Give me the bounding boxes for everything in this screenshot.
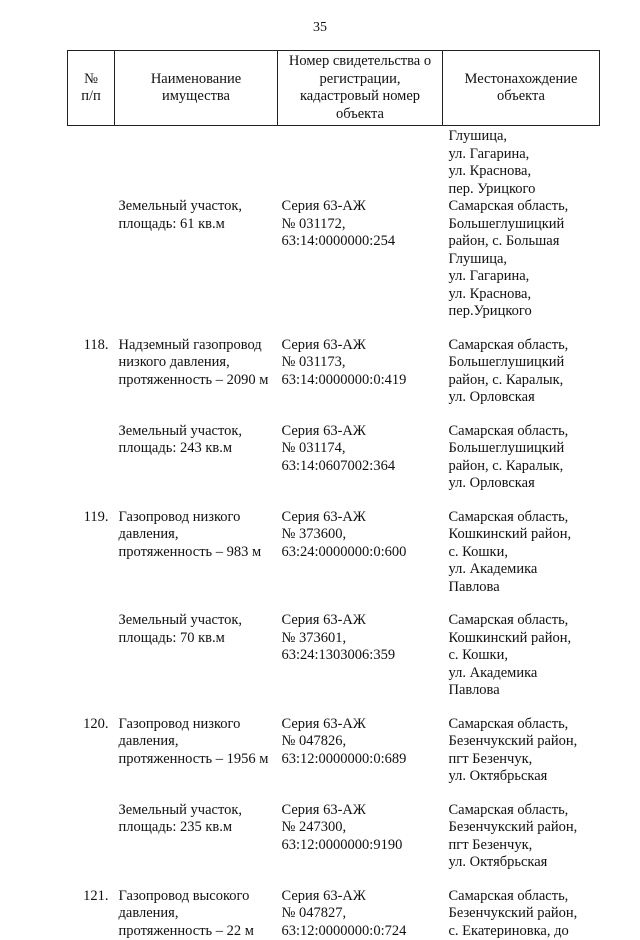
row-location: Глушица, ул. Гагарина, ул. Краснова, пер. Урицкого: [443, 126, 600, 199]
row-location: Самарская область, Безенчукский район, с. Екатериновка, до: [443, 872, 600, 940]
table-row: [68, 786, 600, 872]
row-registration: Серия 63-АЖ № 047826, 63:12:0000000:0:689: [278, 700, 443, 786]
row-registration: Серия 63-АЖ № 247300, 63:12:0000000:9190: [278, 786, 443, 872]
table-row: [68, 198, 600, 321]
row-number: 118.: [68, 321, 115, 407]
header-location: Местонахождение объекта: [443, 51, 600, 126]
row-number: [68, 596, 115, 700]
row-registration: Серия 63-АЖ № 031172, 63:14:0000000:254: [278, 198, 443, 321]
row-location: Самарская область, Большеглушицкий район, с. Каралык, ул. Орловская: [443, 407, 600, 493]
table-row: [68, 596, 600, 700]
table-row: [68, 872, 600, 940]
table-row: [68, 407, 600, 493]
row-location: Самарская область, Безенчукский район, пгт Безенчук, ул. Октябрьская: [443, 786, 600, 872]
row-number: [68, 126, 115, 199]
row-registration: Серия 63-АЖ № 031174, 63:14:0607002:364: [278, 407, 443, 493]
row-registration: Серия 63-АЖ № 031173, 63:14:0000000:0:419: [278, 321, 443, 407]
table-row: [68, 700, 600, 786]
row-number: [68, 786, 115, 872]
table-header-row: [68, 51, 600, 126]
row-location: Самарская область, Безенчукский район, пгт Безенчук, ул. Октябрьская: [443, 700, 600, 786]
row-location: Самарская область, Большеглушицкий район, с. Каралык, ул. Орловская: [443, 321, 600, 407]
header-registration-number: Номер свидетельства о регистрации, кадастровый номер объекта: [278, 51, 443, 126]
row-registration: Серия 63-АЖ № 373601, 63:24:1303006:359: [278, 596, 443, 700]
row-number: 119.: [68, 493, 115, 597]
row-property-name: Газопровод высокого давления, протяженность – 22 м: [115, 872, 278, 940]
row-registration: Серия 63-АЖ № 373600, 63:24:0000000:0:600: [278, 493, 443, 597]
header-property-name: Наименование имущества: [115, 51, 278, 126]
row-location: Самарская область, Кошкинский район, с. Кошки, ул. Академика Павлова: [443, 596, 600, 700]
row-property-name: Земельный участок, площадь: 61 кв.м: [115, 198, 278, 321]
page-number: 35: [0, 20, 640, 36]
header-number: № п/п: [68, 51, 115, 126]
row-property-name: Земельный участок, площадь: 243 кв.м: [115, 407, 278, 493]
row-number: [68, 407, 115, 493]
table-row: [68, 126, 600, 199]
row-property-name: Земельный участок, площадь: 235 кв.м: [115, 786, 278, 872]
row-location: Самарская область, Кошкинский район, с. Кошки, ул. Академика Павлова: [443, 493, 600, 597]
row-property-name: Надземный газопровод низкого давления, протяженность – 2090 м: [115, 321, 278, 407]
row-property-name: Земельный участок, площадь: 70 кв.м: [115, 596, 278, 700]
row-number: [68, 198, 115, 321]
row-registration: Серия 63-АЖ № 047827, 63:12:0000000:0:724: [278, 872, 443, 940]
row-number: 121.: [68, 872, 115, 940]
row-number: 120.: [68, 700, 115, 786]
property-table: [67, 50, 600, 940]
row-location: Самарская область, Большеглушицкий район, с. Большая Глушица, ул. Гагарина, ул. Краснова, пер.Урицкого: [443, 198, 600, 321]
row-property-name: [115, 126, 278, 199]
row-property-name: Газопровод низкого давления, протяженность – 983 м: [115, 493, 278, 597]
row-registration: [278, 126, 443, 199]
row-property-name: Газопровод низкого давления, протяженность – 1956 м: [115, 700, 278, 786]
table-row: [68, 493, 600, 597]
table-row: [68, 321, 600, 407]
